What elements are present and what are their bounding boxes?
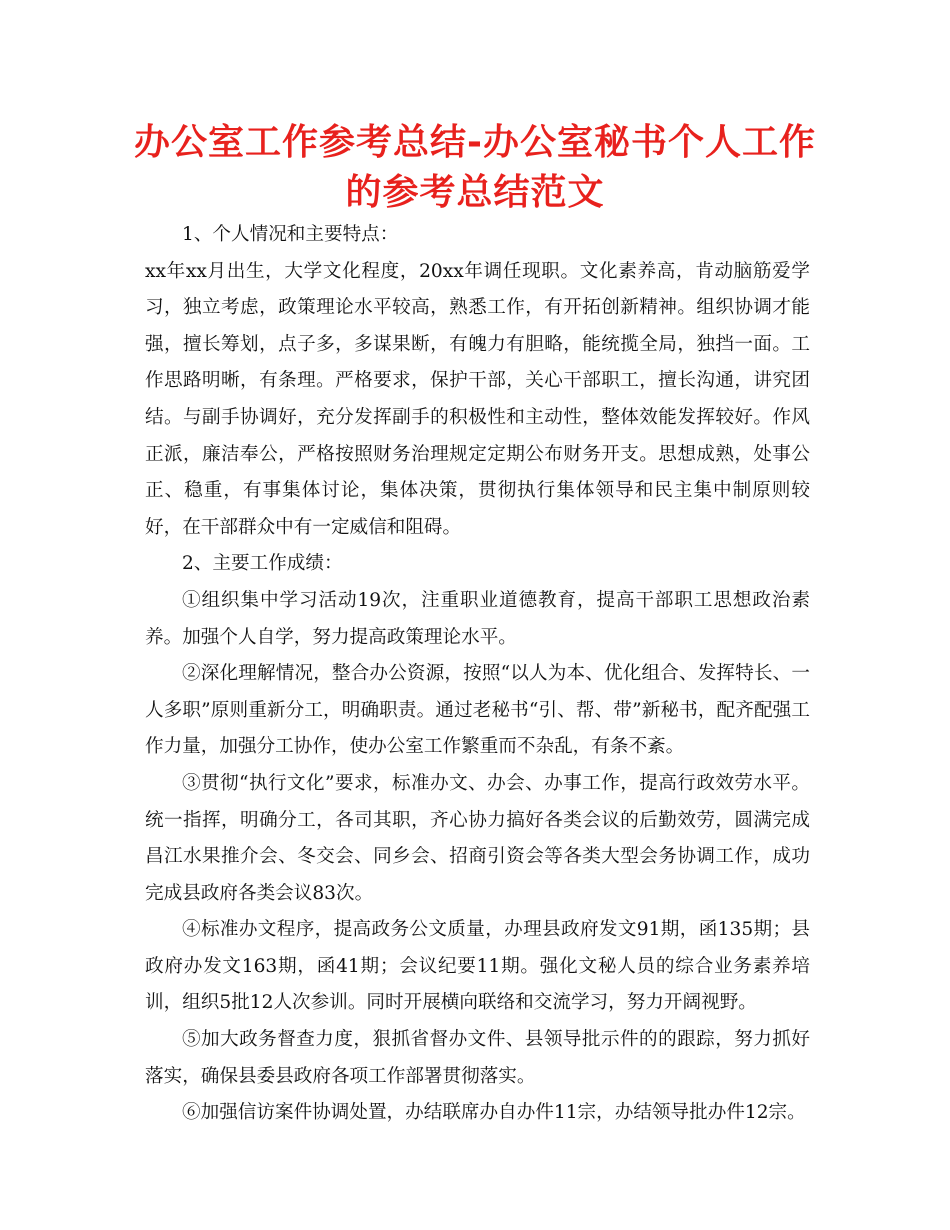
list-item: ⑥加强信访案件协调处置，办结联席办自办件11宗，办结领导批办件12宗。 [182, 1102, 806, 1124]
document-body [145, 217, 810, 1132]
list-item: ③贯彻“执行文化”要求，标准办文、办会、办事工作，提高行政效劳水平。统一指挥，明确分工，各司其职，齐心协力搞好各类会议的后勤效劳，圆满完成昌江水果推介会、冬交会、同乡会、招商引资会等各类大型会务协调工作，成功完成县政府各类会议83次。 [145, 772, 810, 904]
section-heading: 1、个人情况和主要特点： [182, 224, 399, 245]
list-item: ②深化理解情况，整合办公资源，按照“以人为本、优化组合、发挥特长、一人多职”原则重新分工，明确职责。通过老秘书“引、帮、带”新秘书，配齐配强工作力量，加强分工协作，使办公室工作繁重而不杂乱，有条不紊。 [145, 663, 810, 758]
list-item: ⑤加大政务督查力度，狠抓省督办文件、县领导批示件的的跟踪，努力抓好落实，确保县委县政府各项工作部署贯彻落实。 [145, 1029, 810, 1087]
section-heading: 2、主要工作成绩： [182, 553, 343, 575]
paragraph: xx年xx月出生，大学文化程度，20xx年调任现职。文化素养高，肯动脑筋爱学习，独立考虑，政策理论水平较高，熟悉工作，有开拓创新精神。组织协调才能强，擅长筹划，点子多，多谋果断，有魄力有胆略，能统揽全局，独挡一面。工作思路明晰，有条理。严格要求，保护干部，关心干部职工，擅长沟通，讲究团结。与副手协调好，充分发挥副手的积极性和主动性，整体效能发挥较好。作风正派，廉洁奉公，严格按照财务治理规定定期公布财务开支。思想成熟，处事公正、稳重，有事集体讨论，集体决策，贯彻执行集体领导和民主集中制原则较好，在干部群众中有一定威信和阻碍。 [145, 260, 810, 538]
list-item: ①组织集中学习活动19次，注重职业道德教育，提高干部职工思想政治素养。加强个人自学，努力提高政策理论水平。 [145, 589, 810, 648]
list-item: ④标准办文程序，提高政务公文质量，办理县政府发文91期，函135期；县政府办发文163期，函41期；会议纪要11期。强化文秘人员的综合业务素养培训，组织5批12人次参训。同时开展横向联络和交流学习，努力开阔视野。 [145, 919, 810, 1014]
document-title: 办公室工作参考总结-办公室秘书个人工作的参考总结范文 [134, 122, 816, 213]
